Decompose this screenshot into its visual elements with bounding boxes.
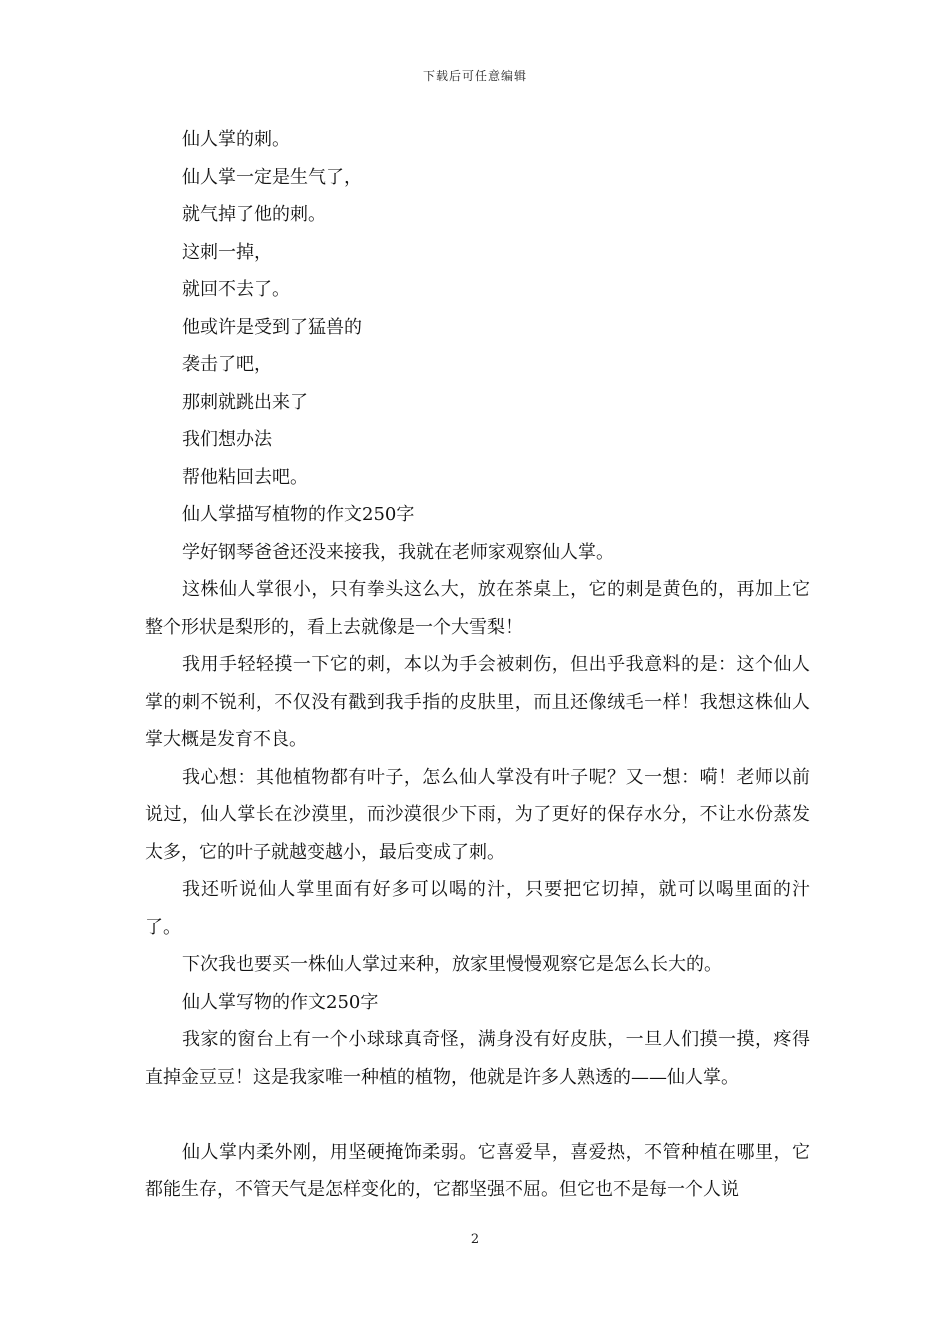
essay-paragraph: 学好钢琴爸爸还没来接我，我就在老师家观察仙人掌。 — [182, 541, 614, 563]
poem-line: 那刺就跳出来了 — [182, 391, 308, 413]
essay-paragraph: 仙人掌内柔外刚，用坚硬掩饰柔弱。它喜爱旱，喜爱热，不管种植在哪里，它都能生存，不管天气是怎样变化的，它都坚强不屈。但它也不是每一个人说 — [145, 1141, 810, 1200]
blank-line — [145, 1096, 810, 1134]
poem-line: 仙人掌的刺。 — [182, 129, 290, 150]
poem-line: 就气掉了他的刺。 — [182, 204, 326, 225]
essay-paragraph: 我家的窗台上有一个小球球真奇怪，满身没有好皮肤，一旦人们摸一摸，疼得直掉金豆豆！这是我家唯一种植的植物，他就是许多人熟透的——仙人掌。 — [145, 1029, 810, 1088]
essay-paragraph: 我还听说仙人掌里面有好多可以喝的汁，只要把它切掉，就可以喝里面的汁了。 — [145, 879, 810, 938]
header-note: 下载后可任意编辑 — [422, 69, 527, 83]
poem-line: 他或许是受到了猛兽的 — [182, 316, 362, 338]
poem-line: 这刺一掉， — [182, 241, 272, 263]
essay-paragraph: 下次我也要买一株仙人掌过来种，放家里慢慢观察它是怎么长大的。 — [182, 954, 722, 975]
poem-line: 就回不去了。 — [182, 279, 290, 300]
document-body — [145, 121, 810, 1209]
essay-paragraph: 这株仙人掌很小，只有拳头这么大，放在茶桌上，它的刺是黄色的，再加上它整个形状是梨形的，看上去就像是一个大雪梨！ — [145, 579, 810, 638]
poem-line: 帮他粘回去吧。 — [182, 466, 308, 488]
essay-title: 仙人掌写物的作文250字 — [182, 991, 379, 1013]
essay-paragraph: 我用手轻轻摸一下它的刺，本以为手会被刺伤，但出乎我意料的是：这个仙人掌的刺不锐利，不仅没有戳到我手指的皮肤里，而且还像绒毛一样！我想这株仙人掌大概是发育不良。 — [145, 654, 810, 750]
poem-line: 仙人掌一定是生气了， — [182, 166, 362, 188]
essay-paragraph: 我心想：其他植物都有叶子，怎么仙人掌没有叶子呢？又一想：嗬！老师以前说过，仙人掌长在沙漠里，而沙漠很少下雨，为了更好的保存水分，不让水份蒸发太多，它的叶子就越变越小，最后变成了刺。 — [145, 766, 810, 863]
page-number: 2 — [470, 1232, 480, 1247]
poem-line: 袭击了吧， — [182, 354, 272, 375]
poem-line: 我们想办法 — [182, 429, 272, 450]
essay-title: 仙人掌描写植物的作文250字 — [182, 504, 415, 525]
